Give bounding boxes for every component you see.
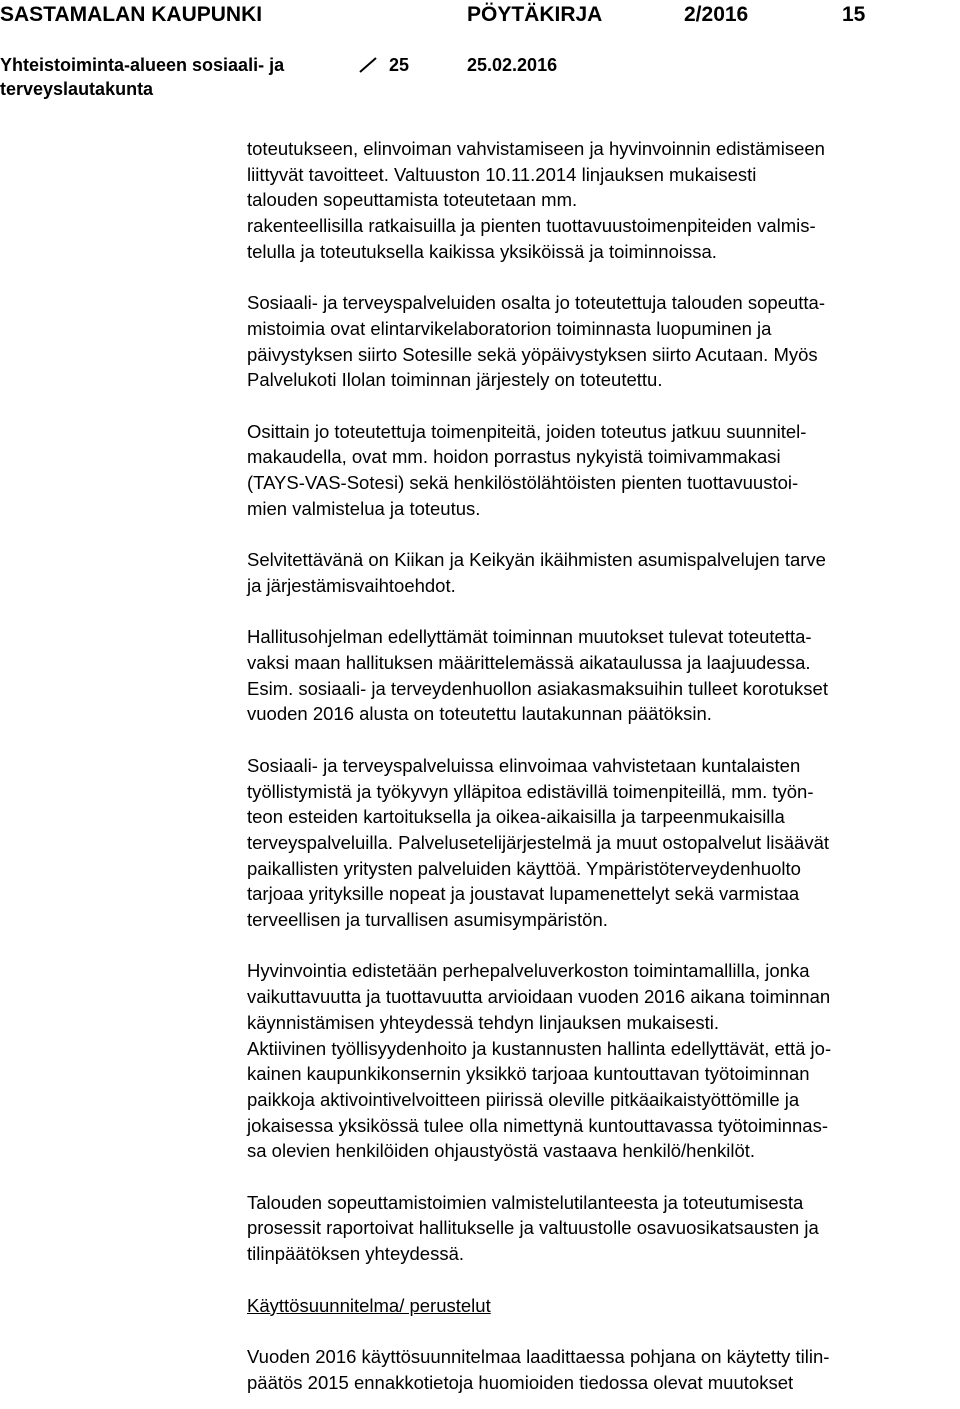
section-heading-text: Käyttösuunnitelma/ perustelut <box>247 1294 491 1316</box>
paragraph-line: Hyvinvointia edistetään perhepalveluverkoston toimintamallilla, jonka <box>247 960 810 982</box>
paragraph-line: Vuoden 2016 käyttösuunnitelmaa laadittaessa pohjana on käytetty tilin- <box>247 1345 830 1367</box>
section-sign-icon <box>358 56 378 74</box>
paragraph-line: paikallisten yritysten palveluiden käyttöä. Ympäristöterveydenhuolto <box>247 857 801 879</box>
document-number: 2/2016 <box>684 3 749 26</box>
document-type: PÖYTÄKIRJA <box>467 3 603 26</box>
paragraph-line: Sosiaali- ja terveyspalveluiden osalta jo toteutettuja talouden sopeutta- <box>247 292 825 314</box>
page-number: 15 <box>842 3 866 26</box>
paragraph-line: vaikuttavuutta ja tuottavuutta arvioidaan vuoden 2016 aikana toiminnan <box>247 986 831 1008</box>
paragraph-line: tilinpäätöksen yhteydessä. <box>247 1243 464 1265</box>
paragraph <box>247 547 955 598</box>
paragraph-line: toteutukseen, elinvoiman vahvistamiseen ja hyvinvoinnin edistämiseen <box>247 138 825 159</box>
paragraph-line: mien valmistelua ja toteutus. <box>247 497 481 519</box>
paragraph-line: päivystyksen siirto Sotesille sekä yöpäivystyksen siirto Acutaan. Myös <box>247 343 818 365</box>
paragraph-line: terveellisen ja turvallisen asumisympäristön. <box>247 909 608 931</box>
committee-name-line2: terveyslautakunta <box>0 79 154 99</box>
paragraph-line: rakenteellisilla ratkaisuilla ja pienten tuottavuustoimenpiteiden valmis- <box>247 215 816 237</box>
paragraph-line: terveyspalveluilla. Palvelusetelijärjestelmä ja muut ostopalvelut lisäävät <box>247 831 830 853</box>
paragraph-line: mistoimia ovat elintarvikelaboratorion toiminnasta luopuminen ja <box>247 317 772 339</box>
paragraph-line: Esim. sosiaali- ja terveydenhuollon asiakasmaksuihin tulleet korotukset <box>247 677 828 699</box>
paragraph <box>247 1190 955 1267</box>
paragraph-line: ja järjestämisvaihtoehdot. <box>247 574 456 596</box>
paragraph-line: Selvitettävänä on Kiikan ja Keikyän ikäihmisten asumispalvelujen tarve <box>247 549 826 571</box>
paragraph-line: käynnistämisen yhteydessä tehdyn linjauksen mukaisesti. <box>247 1011 719 1033</box>
paragraph <box>247 624 955 727</box>
committee-name-line1: Yhteistoiminta-alueen sosiaali- ja <box>0 55 285 75</box>
paragraph <box>247 958 955 1164</box>
paragraph-line: Sosiaali- ja terveyspalveluissa elinvoimaa vahvistetaan kuntalaisten <box>247 754 801 776</box>
paragraph <box>247 136 955 265</box>
paragraph <box>247 290 955 393</box>
paragraph-line: työllistymistä ja työkyvyn ylläpitoa edistävillä toimenpiteillä, mm. työn- <box>247 780 814 802</box>
paragraph-line: telulla ja toteutuksella kaikissa yksiköissä ja toiminnoissa. <box>247 240 717 262</box>
paragraph-line: Aktiivinen työllisyydenhoito ja kustannusten hallinta edellyttävät, että jo- <box>247 1037 832 1059</box>
paragraph-line: prosessit raportoivat hallitukselle ja valtuustolle osavuosikatsausten ja <box>247 1217 819 1239</box>
paragraph-line: vuoden 2016 alusta on toteutettu lautakunnan päätöksin. <box>247 703 712 725</box>
document-body <box>247 136 955 1395</box>
paragraph-line: Osittain jo toteutettuja toimenpiteitä, joiden toteutus jatkuu suunnitel- <box>247 420 807 442</box>
paragraph-line: Palvelukoti Ilolan toiminnan järjestely on toteutettu. <box>247 369 663 391</box>
paragraph-line: vaksi maan hallituksen määrittelemässä aikataulussa ja laajuudessa. <box>247 652 811 673</box>
paragraph-line: liittyvät tavoitteet. Valtuuston 10.11.2014 linjauksen mukaisesti <box>247 163 757 185</box>
paragraph-line: Talouden sopeuttamistoimien valmistelutilanteesta ja toteutumisesta <box>247 1191 804 1213</box>
meeting-date: 25.02.2016 <box>467 55 558 75</box>
paragraph-line: jokaisessa yksikössä tulee olla nimettynä kuntouttavassa työtoiminnas- <box>247 1114 828 1136</box>
section-number: 25 <box>389 55 410 75</box>
section-heading <box>247 1293 955 1319</box>
paragraph-line: paikkoja aktivointivelvoitteen piirissä oleville pitkäaikaistyöttömille ja <box>247 1088 800 1110</box>
paragraph-line: tarjoaa yrityksille nopeat ja joustavat lupamenettelyt sekä varmistaa <box>247 883 800 905</box>
paragraph <box>247 419 955 522</box>
paragraph-line: makaudella, ovat mm. hoidon porrastus nykyistä toimivammakasi <box>247 446 781 468</box>
paragraph-line: Hallitusohjelman edellyttämät toiminnan muutokset tulevat toteutetta- <box>247 626 812 648</box>
paragraph-line: teon esteiden kartoituksella ja oikea-aikaisilla ja tarpeenmukaisilla <box>247 806 785 828</box>
paragraph-line: päätös 2015 ennakkotietoja huomioiden tiedossa olevat muutokset <box>247 1371 794 1393</box>
paragraph-line: kainen kaupunkikonsernin yksikkö tarjoaa kuntouttavan työtoiminnan <box>247 1063 810 1085</box>
paragraph-line: (TAYS-VAS-Sotesi) sekä henkilöstölähtöisten pienten tuottavuustoi- <box>247 472 799 494</box>
paragraph-line: sa olevien henkilöiden ohjaustyöstä vastaava henkilö/henkilöt. <box>247 1140 756 1162</box>
organization-name: SASTAMALAN KAUPUNKI <box>0 3 263 26</box>
paragraph <box>247 1344 955 1395</box>
paragraph <box>247 753 955 933</box>
paragraph-line: talouden sopeuttamista toteutetaan mm. <box>247 189 578 211</box>
document-header <box>0 0 960 100</box>
